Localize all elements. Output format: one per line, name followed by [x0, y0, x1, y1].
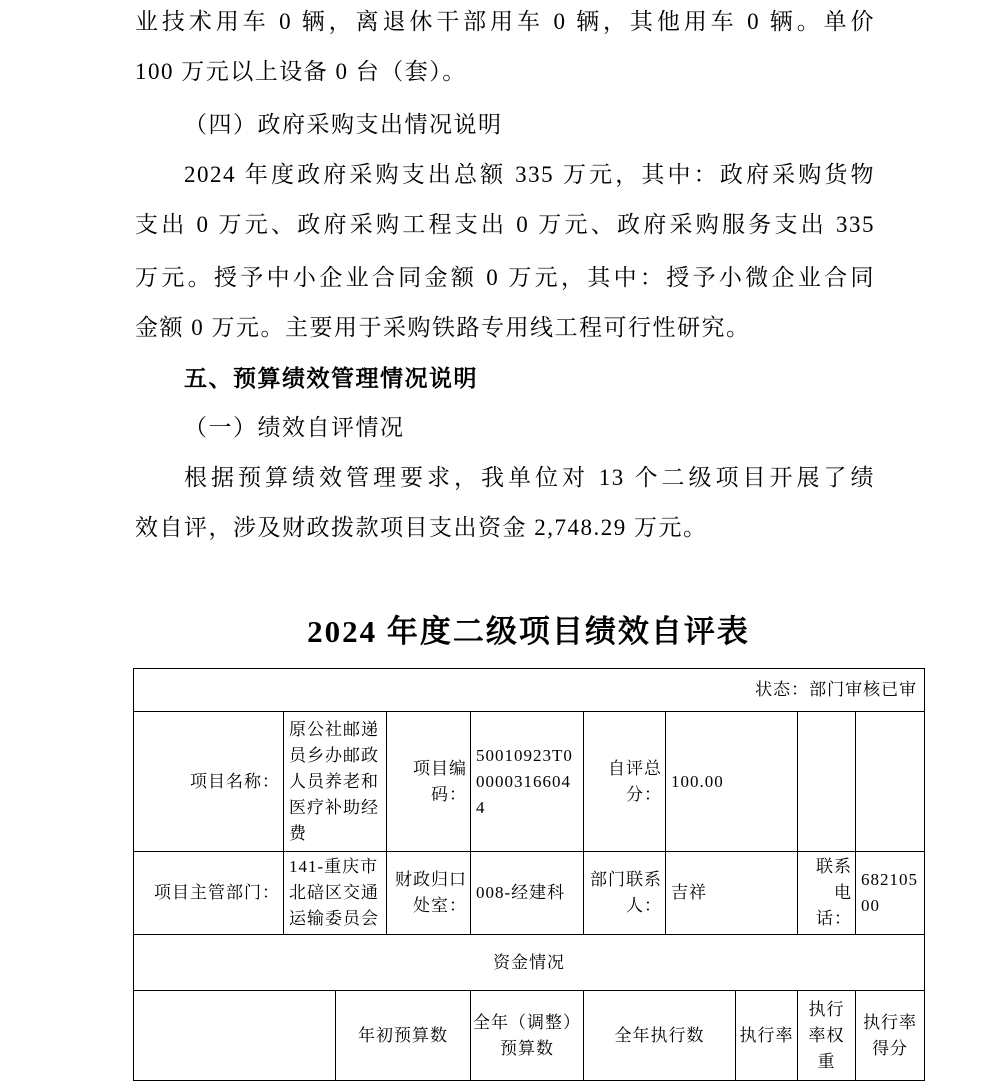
finance-office-label: 财政归口处室： — [387, 852, 471, 935]
funding-section-row — [134, 935, 925, 991]
funding-header-row — [134, 991, 925, 1081]
department-label: 项目主管部门： — [134, 852, 284, 935]
funding-header-rate-score: 执行率得分 — [856, 991, 925, 1081]
project-code-label: 项目编码： — [387, 712, 471, 852]
self-score-label: 自评总分： — [584, 712, 666, 852]
funding-header-rate-weight: 执行率权重 — [798, 991, 856, 1081]
project-name-value: 原公社邮递员乡办邮政人员养老和医疗补助经费 — [284, 712, 387, 852]
empty-cell — [798, 712, 856, 852]
section-heading-4: （四）政府采购支出情况说明 — [184, 112, 503, 137]
funding-header-executed: 全年执行数 — [584, 991, 736, 1081]
phone-value: 68210500 — [856, 852, 925, 935]
body-line: 2024 年度政府采购支出总额 335 万元，其中：政府采购货物 — [184, 162, 875, 187]
table-title: 2024 年度二级项目绩效自评表 — [307, 614, 750, 649]
funding-header-adjusted-budget: 全年（调整）预算数 — [471, 991, 584, 1081]
status-row — [134, 669, 925, 712]
funding-section-title: 资金情况 — [134, 935, 925, 991]
contact-person-value: 吉祥 — [666, 852, 798, 935]
body-line: 支出 0 万元、政府采购工程支出 0 万元、政府采购服务支出 335 — [135, 212, 875, 237]
department-row — [134, 852, 925, 935]
body-line: 万元。授予中小企业合同金额 0 万元，其中：授予小微企业合同 — [135, 265, 875, 290]
project-code-value: 50010923T000003166044 — [471, 712, 584, 852]
project-name-label: 项目名称： — [134, 712, 284, 852]
project-row — [134, 712, 925, 852]
status-text: 状态：部门审核已审 — [134, 669, 925, 712]
section-heading-5: 五、预算绩效管理情况说明 — [184, 365, 478, 391]
phone-label: 联系电话： — [798, 852, 856, 935]
body-line: 业技术用车 0 辆，离退休干部用车 0 辆，其他用车 0 辆。单价 — [135, 9, 875, 34]
self-evaluation-table — [133, 668, 925, 1081]
funding-header-initial-budget: 年初预算数 — [336, 991, 471, 1081]
funding-header-execution-rate: 执行率 — [736, 991, 798, 1081]
contact-person-label: 部门联系人： — [584, 852, 666, 935]
body-line: 金额 0 万元。主要用于采购铁路专用线工程可行性研究。 — [135, 315, 751, 340]
subsection-heading-1: （一）绩效自评情况 — [184, 415, 405, 440]
self-score-value: 100.00 — [666, 712, 798, 852]
body-line: 效自评，涉及财政拨款项目支出资金 2,748.29 万元。 — [135, 515, 708, 540]
body-line: 100 万元以上设备 0 台（套）。 — [135, 59, 467, 84]
body-line: 根据预算绩效管理要求，我单位对 13 个二级项目开展了绩 — [184, 465, 875, 490]
funding-header-empty — [134, 991, 336, 1081]
finance-office-value: 008-经建科 — [471, 852, 584, 935]
department-value: 141-重庆市北碚区交通运输委员会 — [284, 852, 387, 935]
empty-cell — [856, 712, 925, 852]
